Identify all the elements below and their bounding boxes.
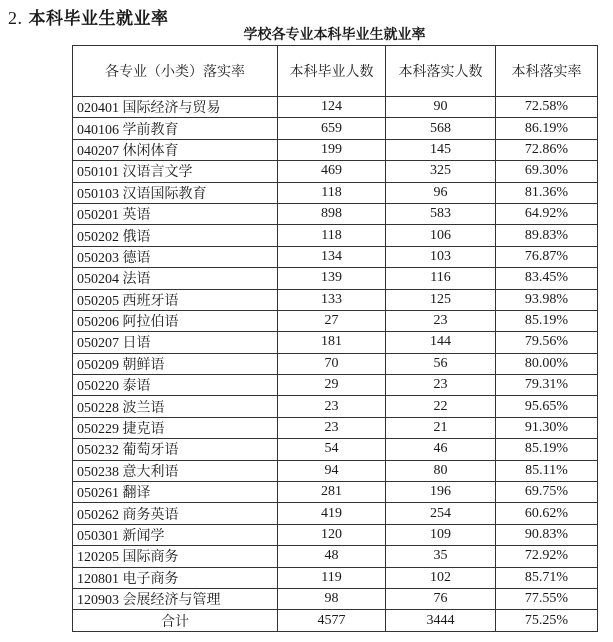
- placed-cell: 56: [386, 353, 496, 374]
- placed-cell: 46: [386, 439, 496, 460]
- major-code: 050229: [77, 422, 119, 438]
- rate-cell: 86.19%: [496, 118, 598, 139]
- major-name: 阿拉伯语: [122, 314, 179, 331]
- total-label-text: 合计: [161, 613, 189, 630]
- table-body: [73, 97, 598, 632]
- placed-cell: 106: [386, 225, 496, 246]
- major-name: 会展经济与管理: [122, 592, 221, 609]
- table-row: [73, 203, 598, 224]
- placed-cell: 23: [386, 310, 496, 331]
- table-title: 学校各专业本科毕业生就业率: [243, 27, 426, 43]
- major-cell: [73, 203, 278, 224]
- major-code: 040207: [77, 143, 119, 159]
- major-code: 120903: [77, 593, 119, 609]
- section-number: 2.: [8, 8, 23, 28]
- header-graduates: 本科毕业人数: [278, 46, 386, 97]
- graduates-cell: 281: [278, 482, 386, 503]
- placed-cell: 583: [386, 203, 496, 224]
- total-graduates: 4577: [278, 610, 386, 631]
- graduates-cell: 419: [278, 503, 386, 524]
- table-row: [73, 161, 598, 182]
- table-row: [73, 417, 598, 438]
- major-cell: [73, 546, 278, 567]
- major-code: 050203: [77, 250, 119, 266]
- major-name: 新闻学: [122, 528, 165, 544]
- major-cell: [73, 97, 278, 118]
- rate-cell: 72.86%: [496, 139, 598, 160]
- placed-cell: 109: [386, 524, 496, 545]
- table-row: [73, 396, 598, 417]
- total-placed: 3444: [386, 610, 496, 631]
- major-cell: [73, 375, 278, 396]
- major-cell: [73, 439, 278, 460]
- major-name: 西班牙语: [122, 292, 179, 309]
- placed-cell: 568: [386, 118, 496, 139]
- table-row: [73, 289, 598, 310]
- major-code: 050261: [77, 486, 119, 502]
- table-row: [73, 332, 598, 353]
- rate-cell: 69.75%: [496, 482, 598, 503]
- table-row: [73, 118, 598, 139]
- major-code: 050228: [77, 400, 119, 416]
- table-row: [73, 524, 598, 545]
- graduates-cell: 98: [278, 588, 386, 609]
- rate-cell: 85.19%: [496, 439, 598, 460]
- major-cell: [73, 588, 278, 609]
- graduates-cell: 181: [278, 332, 386, 353]
- graduates-cell: 134: [278, 246, 386, 267]
- employment-rate-table: [72, 45, 598, 632]
- table-row: [73, 310, 598, 331]
- graduates-cell: 94: [278, 460, 386, 481]
- placed-cell: 96: [386, 182, 496, 203]
- major-name: 葡萄牙语: [122, 442, 179, 459]
- major-name: 休闲体育: [122, 142, 179, 159]
- major-name: 德语: [122, 249, 151, 266]
- major-code: 120801: [77, 571, 119, 587]
- major-name: 汉语言文学: [122, 164, 193, 181]
- graduates-cell: 133: [278, 289, 386, 310]
- table-row: [73, 246, 598, 267]
- table-row: [73, 139, 598, 160]
- table-row: [73, 182, 598, 203]
- major-name: 国际经济与贸易: [122, 100, 221, 117]
- major-code: 050232: [77, 443, 119, 459]
- major-code: 120205: [77, 550, 119, 566]
- placed-cell: 103: [386, 246, 496, 267]
- table-row: [73, 375, 598, 396]
- major-name: 法语: [122, 271, 151, 288]
- major-name: 泰语: [122, 378, 151, 395]
- total-row: [73, 610, 598, 631]
- major-code: 050205: [77, 293, 119, 309]
- major-name: 波兰语: [122, 399, 165, 416]
- major-code: 020401: [77, 101, 119, 117]
- table-row: [73, 439, 598, 460]
- major-name: 学前教育: [122, 121, 179, 138]
- table-row: [73, 268, 598, 289]
- graduates-cell: 23: [278, 417, 386, 438]
- table-header-row: [73, 46, 598, 97]
- placed-cell: 35: [386, 546, 496, 567]
- rate-cell: 83.45%: [496, 268, 598, 289]
- major-code: 050301: [77, 529, 119, 544]
- major-cell: [73, 268, 278, 289]
- major-code: 050209: [77, 357, 119, 373]
- major-code: 050262: [77, 507, 119, 523]
- placed-cell: 254: [386, 503, 496, 524]
- major-name: 俄语: [122, 228, 151, 245]
- graduates-cell: 70: [278, 353, 386, 374]
- placed-cell: 116: [386, 268, 496, 289]
- major-cell: [73, 417, 278, 438]
- major-cell: [73, 310, 278, 331]
- graduates-cell: 118: [278, 182, 386, 203]
- major-code: 050202: [77, 229, 119, 245]
- table-row: [73, 482, 598, 503]
- major-code: 050220: [77, 379, 119, 395]
- rate-cell: 76.87%: [496, 246, 598, 267]
- rate-cell: 72.92%: [496, 546, 598, 567]
- rate-cell: 89.83%: [496, 225, 598, 246]
- graduates-cell: 139: [278, 268, 386, 289]
- major-cell: [73, 482, 278, 503]
- placed-cell: 23: [386, 375, 496, 396]
- major-cell: [73, 567, 278, 588]
- placed-cell: 144: [386, 332, 496, 353]
- placed-cell: 102: [386, 567, 496, 588]
- major-name: 朝鲜语: [122, 356, 165, 373]
- placed-cell: 90: [386, 97, 496, 118]
- rate-cell: 69.30%: [496, 161, 598, 182]
- graduates-cell: 199: [278, 139, 386, 160]
- rate-cell: 85.71%: [496, 567, 598, 588]
- major-cell: [73, 118, 278, 139]
- placed-cell: 196: [386, 482, 496, 503]
- graduates-cell: 124: [278, 97, 386, 118]
- major-cell: [73, 246, 278, 267]
- rate-cell: 72.58%: [496, 97, 598, 118]
- graduates-cell: 898: [278, 203, 386, 224]
- table-row: [73, 503, 598, 524]
- rate-cell: 64.92%: [496, 203, 598, 224]
- table-row: [73, 546, 598, 567]
- major-code: 050206: [77, 315, 119, 331]
- graduates-cell: 469: [278, 161, 386, 182]
- major-name: 国际商务: [122, 549, 179, 566]
- major-cell: [73, 225, 278, 246]
- table-row: [73, 225, 598, 246]
- rate-cell: 79.56%: [496, 332, 598, 353]
- major-cell: [73, 289, 278, 310]
- total-label: [73, 610, 278, 631]
- rate-cell: 85.11%: [496, 460, 598, 481]
- table-row: [73, 353, 598, 374]
- graduates-cell: 54: [278, 439, 386, 460]
- major-cell: [73, 353, 278, 374]
- placed-cell: 125: [386, 289, 496, 310]
- major-code: 050207: [77, 336, 119, 352]
- rate-cell: 77.55%: [496, 588, 598, 609]
- major-cell: [73, 503, 278, 524]
- table-row: [73, 588, 598, 609]
- placed-cell: 22: [386, 396, 496, 417]
- header-rate: 本科落实率: [496, 46, 598, 97]
- rate-cell: 80.00%: [496, 353, 598, 374]
- graduates-cell: 48: [278, 546, 386, 567]
- table-row: [73, 460, 598, 481]
- major-cell: [73, 139, 278, 160]
- major-name: 英语: [122, 207, 151, 224]
- major-cell: [73, 396, 278, 417]
- graduates-cell: 120: [278, 524, 386, 545]
- graduates-cell: 29: [278, 375, 386, 396]
- rate-cell: 85.19%: [496, 310, 598, 331]
- major-code: 050201: [77, 208, 119, 224]
- major-code: 050204: [77, 272, 119, 288]
- major-name: 意大利语: [122, 463, 179, 480]
- header-major: 各专业（小类）落实率: [73, 46, 278, 97]
- table-row: [73, 97, 598, 118]
- graduates-cell: 118: [278, 225, 386, 246]
- major-code: 050103: [77, 186, 119, 202]
- major-code: 050238: [77, 464, 119, 480]
- major-cell: [73, 332, 278, 353]
- major-cell: [73, 460, 278, 481]
- graduates-cell: 23: [278, 396, 386, 417]
- major-name: 电子商务: [122, 570, 179, 587]
- rate-cell: 81.36%: [496, 182, 598, 203]
- major-name: 汉语国际教育: [122, 185, 207, 202]
- major-cell: [73, 182, 278, 203]
- rate-cell: 95.65%: [496, 396, 598, 417]
- table-row: [73, 567, 598, 588]
- placed-cell: 145: [386, 139, 496, 160]
- graduates-cell: 119: [278, 567, 386, 588]
- placed-cell: 80: [386, 460, 496, 481]
- section-title: 本科毕业生就业率: [28, 9, 169, 29]
- rate-cell: 90.83%: [496, 524, 598, 545]
- placed-cell: 76: [386, 588, 496, 609]
- placed-cell: 21: [386, 417, 496, 438]
- major-name: 日语: [122, 335, 151, 352]
- graduates-cell: 659: [278, 118, 386, 139]
- graduates-cell: 27: [278, 310, 386, 331]
- placed-cell: 325: [386, 161, 496, 182]
- rate-cell: 60.62%: [496, 503, 598, 524]
- rate-cell: 79.31%: [496, 375, 598, 396]
- major-cell: [73, 524, 278, 545]
- major-code: 040106: [77, 122, 119, 138]
- major-name: 翻译: [122, 485, 151, 502]
- total-rate: 75.25%: [496, 610, 598, 631]
- major-name: 商务英语: [122, 506, 179, 523]
- major-cell: [73, 161, 278, 182]
- major-name: 捷克语: [122, 421, 165, 438]
- rate-cell: 91.30%: [496, 417, 598, 438]
- major-code: 050101: [77, 165, 119, 181]
- header-placed: 本科落实人数: [386, 46, 496, 97]
- rate-cell: 93.98%: [496, 289, 598, 310]
